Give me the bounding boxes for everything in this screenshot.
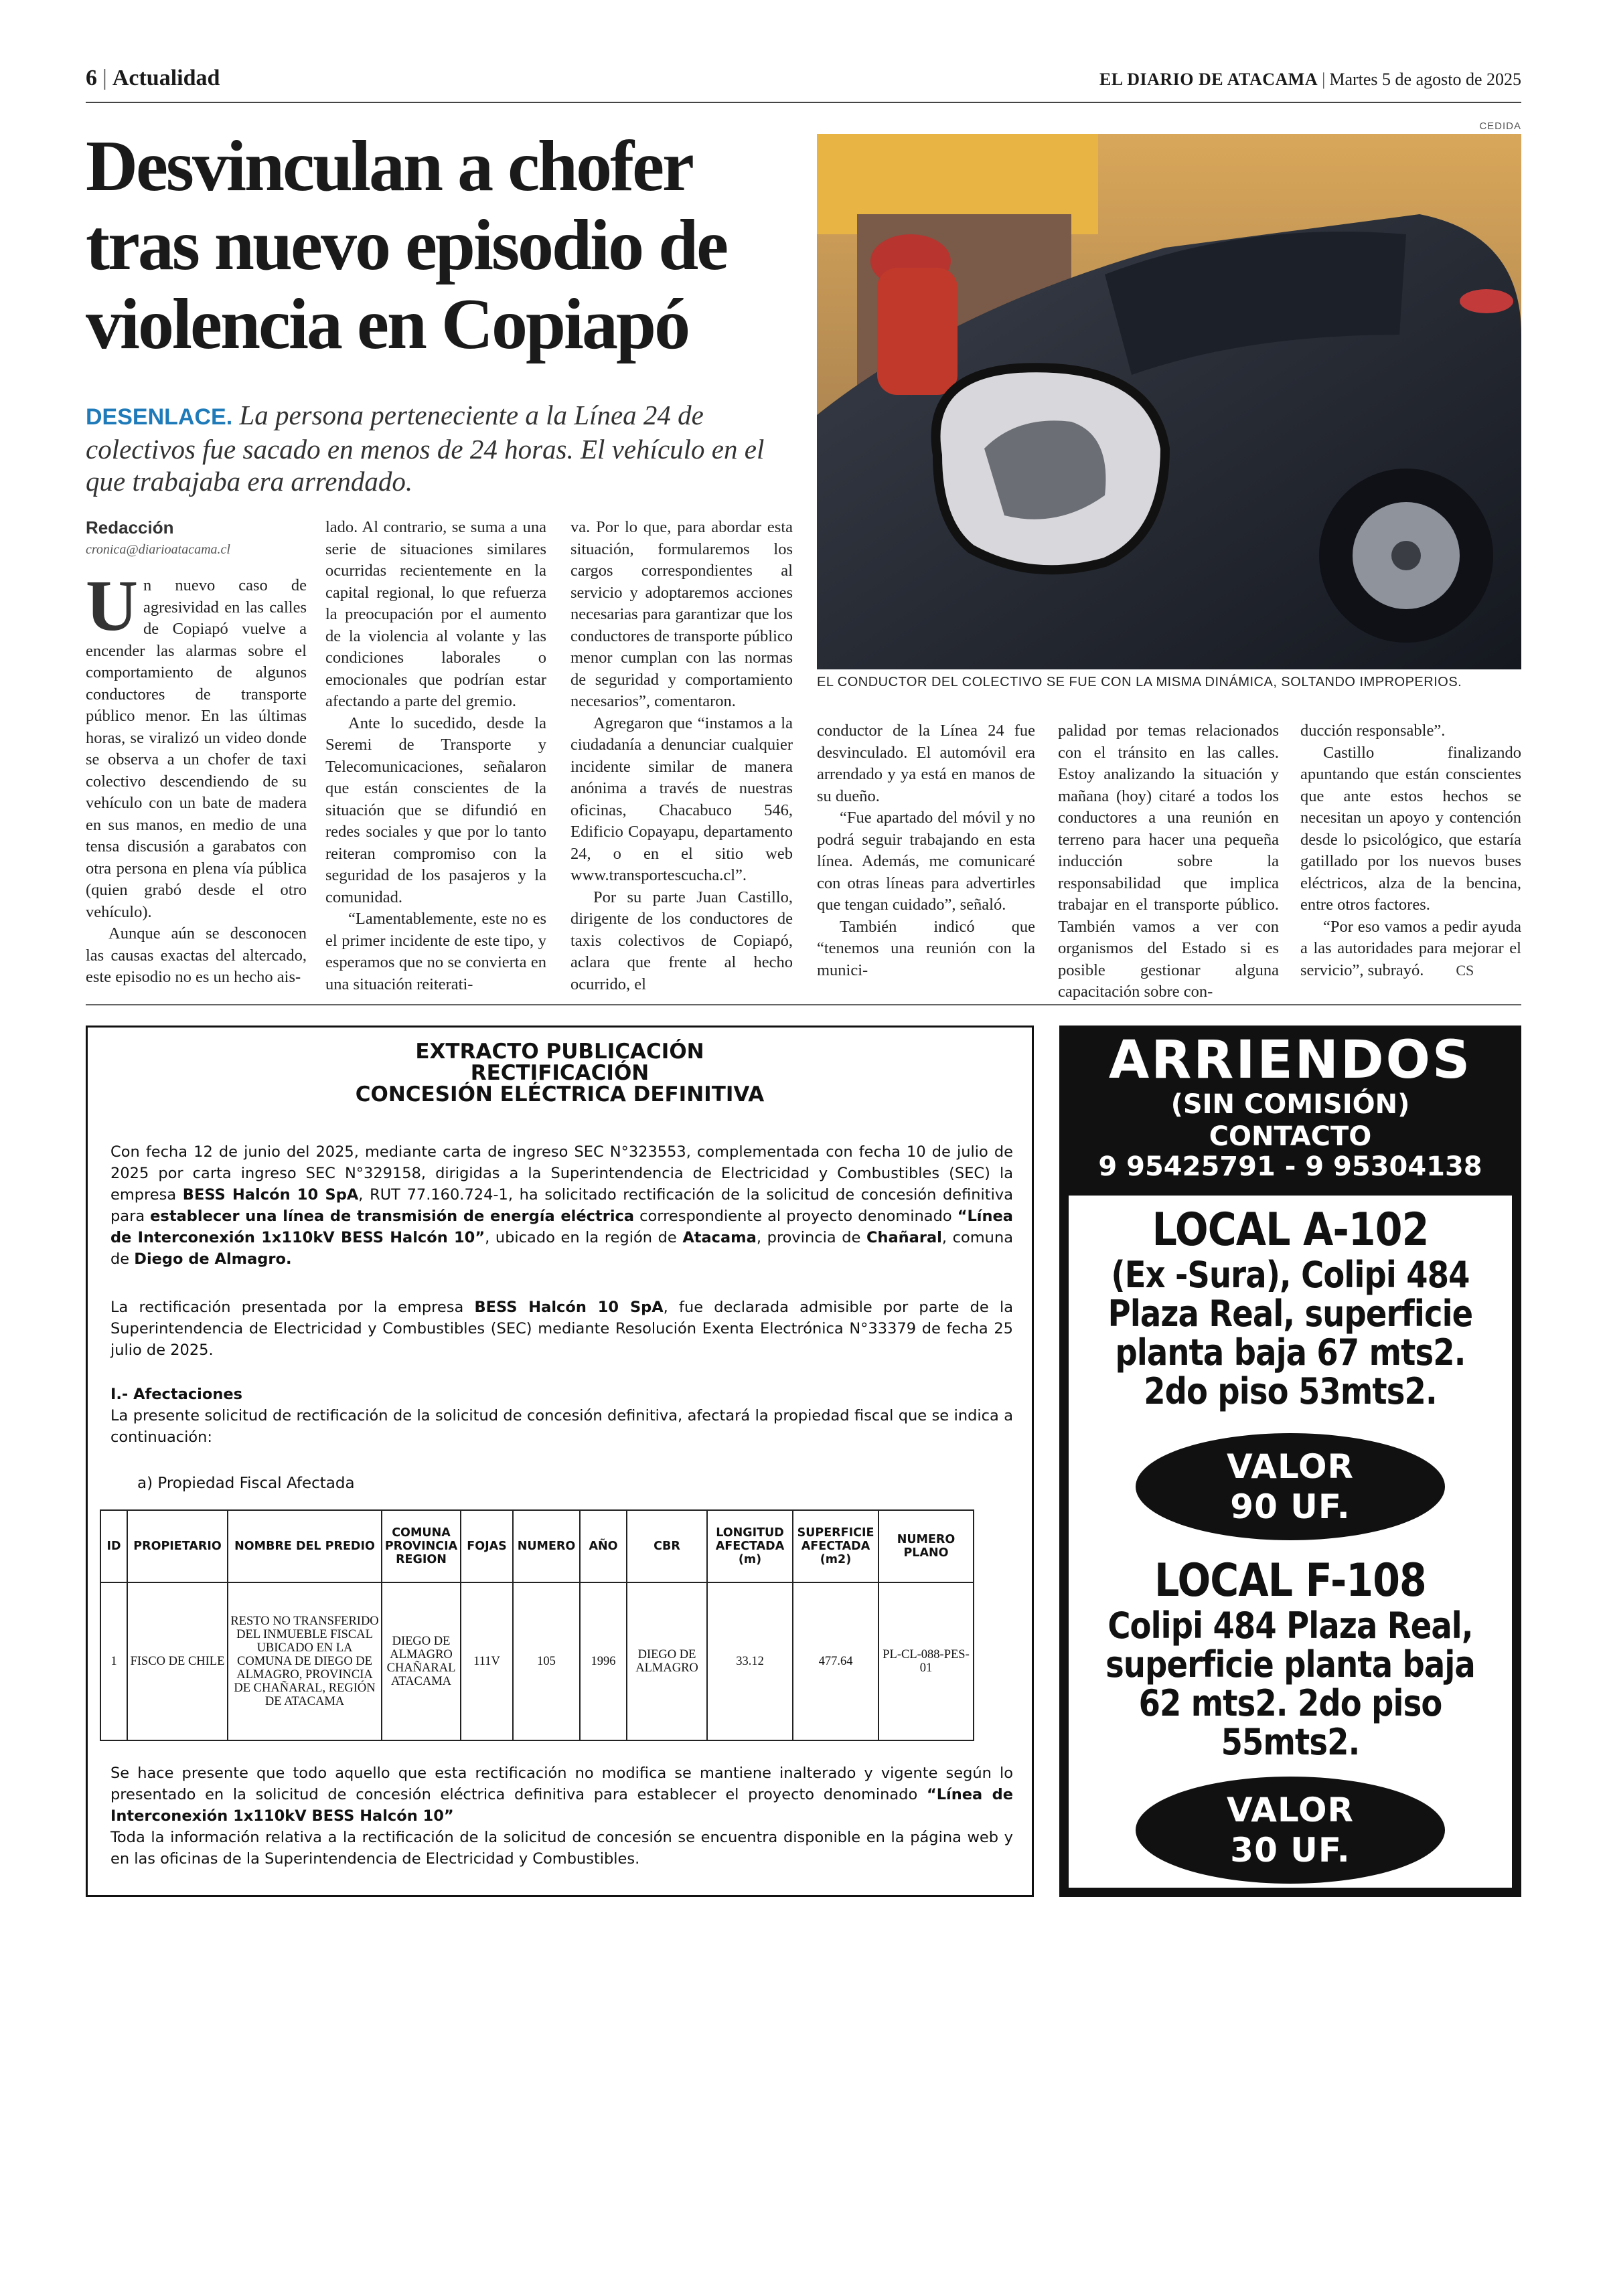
paragraph: “Fue apartado del móvil y no podrá seguir trabajando en esta línea. Además, me comunicaré con otras líneas para advertirles que tengan cuidado”, señaló. bbox=[817, 809, 1035, 914]
local1-title: LOCAL A-102 bbox=[1152, 1204, 1429, 1256]
local2-line: superficie planta baja bbox=[1105, 1643, 1475, 1686]
text: Con fecha 12 de junio del 2025, mediante carta de ingreso SEC N°323553, complementada con fecha 10 de julio de 2025 por carta ingreso SEC N°329158, dirigidas a la Superintendencia de Electricidad y Combustibles (SEC) la empresa bbox=[110, 1143, 1013, 1204]
local2-title: LOCAL F-108 bbox=[1154, 1554, 1426, 1607]
article-subheadline bbox=[86, 399, 809, 497]
column-header: NOMBRE DEL PREDIO bbox=[228, 1510, 382, 1582]
paragraph: va. Por lo que, para abordar esta situación, formularemos los cargos correspondientes al servicio y adoptaremos acciones necesarias para garantizar que los conductores de transporte público menor cumplan con las normas de seguridad y comportamiento necesarios”, comentaron. bbox=[570, 518, 793, 710]
page-folio: 6 | Actualidad bbox=[86, 66, 220, 90]
legal-paragraph-2 bbox=[110, 1297, 1013, 1361]
article-photo bbox=[817, 134, 1521, 669]
fiscal-property-table-wrap bbox=[100, 1509, 974, 1741]
photo-illustration bbox=[817, 134, 1521, 669]
company-name: BESS Halcón 10 SpA bbox=[182, 1186, 359, 1204]
end-mark: CS bbox=[1456, 961, 1474, 979]
table-row bbox=[100, 1582, 974, 1740]
province: Chañaral bbox=[866, 1229, 942, 1246]
paragraph: ducción responsable”. bbox=[1300, 722, 1446, 740]
dropcap: U bbox=[86, 566, 138, 646]
byline: Redacción bbox=[86, 517, 174, 538]
legal-section-title: I.- Afectaciones bbox=[110, 1386, 243, 1403]
article-column-2 bbox=[325, 517, 546, 995]
legal-title-3: CONCESIÓN ELÉCTRICA DEFINITIVA bbox=[355, 1082, 765, 1106]
paragraph bbox=[1300, 916, 1521, 982]
purpose: establecer una línea de transmisión de energía eléctrica bbox=[150, 1208, 635, 1225]
table-cell: FISCO DE CHILE bbox=[127, 1582, 228, 1740]
table-cell: 105 bbox=[513, 1582, 580, 1740]
table-cell: DIEGO DE ALMAGRO bbox=[627, 1582, 707, 1740]
table-cell: 33.12 bbox=[707, 1582, 793, 1740]
article-column-6 bbox=[1300, 720, 1521, 981]
article-column-1 bbox=[86, 517, 307, 989]
article-column-3 bbox=[570, 517, 793, 995]
text: Se hace presente que todo aquello que esta rectificación no modifica se mantiene inalterado y vigente según lo presentado en la solicitud de concesión eléctrica definitiva para establecer el proyecto denominado bbox=[110, 1765, 1013, 1803]
article-column-5 bbox=[1058, 720, 1279, 1003]
section-name: Actualidad bbox=[112, 66, 220, 90]
column-header: ID bbox=[100, 1510, 127, 1582]
paragraph: conductor de la Línea 24 fue desvinculado. El automóvil era arrendado y ya está en manos de su dueño. bbox=[817, 722, 1035, 805]
photo-credit: CEDIDA bbox=[1479, 120, 1521, 132]
project-name: “Línea de Interconexión 1x110kV BESS Halcón 10” bbox=[110, 1208, 1013, 1246]
column-header: LONGITUD AFECTADA (m) bbox=[707, 1510, 793, 1582]
ad-phones: 9 95425791 - 9 95304138 bbox=[1098, 1151, 1482, 1182]
column-header: NUMERO PLANO bbox=[878, 1510, 974, 1582]
local2-line: 55mts2. bbox=[1221, 1721, 1360, 1763]
article-column-4 bbox=[817, 720, 1035, 981]
photo-caption: EL CONDUCTOR DEL COLECTIVO SE FUE CON LA MISMA DINÁMICA, SOLTANDO IMPROPERIOS. bbox=[817, 675, 1462, 689]
paragraph bbox=[86, 566, 307, 923]
column-header: PROPIETARIO bbox=[127, 1510, 228, 1582]
paragraph: lado. Al contrario, se suma a una serie de situaciones similares ocurridas recientemente en la capital regional, lo que refuerza la preocupación por el aumento de la violencia al volante y las condiciones laborales o emocionales que podrían estar afectando a parte del gremio. bbox=[325, 518, 546, 710]
local1-line: Plaza Real, superficie bbox=[1107, 1293, 1473, 1335]
table-cell: 1 bbox=[100, 1582, 127, 1740]
paragraph: Ante lo sucedido, desde la Seremi de Transporte y Telecomunicaciones, señalaron que están conscientes de la situación que se difundió en redes sociales y que por lo tanto reiteran compromiso con la seguridad de los pasajeros y la comunidad. bbox=[325, 714, 546, 906]
paragraph: Agregaron que “instamos a la ciudadanía a denunciar cualquier incidente similar de manera anónima a través de nuestras oficinas, Chacabuco 546, Edificio Copayapu, departamento 24, o en el sitio web www.transportescucha.cl”. bbox=[570, 714, 793, 884]
table-title: a) Propiedad Fiscal Afectada bbox=[137, 1475, 355, 1492]
table-cell: RESTO NO TRANSFERIDO DEL INMUEBLE FISCAL UBICADO EN LA COMUNA DE DIEGO DE ALMAGRO, PROVINCIA DE CHAÑARAL, REGIÓN DE ATACAMA bbox=[228, 1582, 382, 1740]
column-header: NUMERO bbox=[513, 1510, 580, 1582]
paragraph-text: n nuevo caso de agresividad en las calles de Copiapó vuelve a encender las alarmas sobre el comportamiento de algunos conductores de transporte público menor. En las últimas horas, se viralizó un video donde se observa a un chofer de taxi colectivo descendiendo de su vehículo con un bate de madera en sus manos, en medio de una tensa discusión a garabatos con otra persona en plena vía pública (quien grabó desde el otro vehículo). bbox=[86, 576, 307, 921]
page-header bbox=[86, 62, 1521, 103]
legal-notice bbox=[86, 1026, 1034, 1897]
publication-name: EL DIARIO DE ATACAMA bbox=[1099, 70, 1318, 89]
table-header-row bbox=[100, 1510, 974, 1582]
paragraph: Aunque aún se desconocen las causas exactas del altercado, este episodio no es un hecho ais- bbox=[86, 924, 307, 986]
column-header: CBR bbox=[627, 1510, 707, 1582]
text: , RUT 77.160.724-1, ha solicitado rectificación de la solicitud de concesión definitiva para bbox=[110, 1186, 1013, 1225]
legal-title-2: RECTIFICACIÓN bbox=[470, 1061, 649, 1085]
text: correspondiente al proyecto denominado bbox=[634, 1208, 958, 1225]
price-value: 90 UF. bbox=[1230, 1487, 1351, 1526]
table-cell: 111V bbox=[461, 1582, 513, 1740]
fiscal-property-table bbox=[100, 1509, 974, 1741]
section-divider bbox=[86, 1004, 1521, 1005]
local2-price-badge bbox=[1136, 1777, 1445, 1884]
page-number: 6 bbox=[86, 66, 97, 90]
rental-advertisement bbox=[1059, 1026, 1521, 1897]
ad-subtitle: (SIN COMISIÓN) bbox=[1170, 1089, 1410, 1120]
paragraph: Castillo finalizando apuntando que están conscientes que ante estos hechos se necesitan un apoyo y contención desde lo psicológico, que estaría gatillado por los nuevos buses eléctricos, alza de la bencina, entre otros factores. bbox=[1300, 743, 1521, 914]
column-header: FOJAS bbox=[461, 1510, 513, 1582]
text: La rectificación presentada por la empresa bbox=[110, 1299, 475, 1316]
text: , provincia de bbox=[756, 1229, 866, 1246]
table-cell: DIEGO DE ALMAGRO CHAÑARAL ATACAMA bbox=[382, 1582, 461, 1740]
paragraph: También indicó que “tenemos una reunión con la munici- bbox=[817, 917, 1035, 979]
publication-info: EL DIARIO DE ATACAMA | Martes 5 de agosto de 2025 bbox=[1099, 70, 1521, 89]
table-cell: PL-CL-088-PES-01 bbox=[878, 1582, 974, 1740]
legal-paragraph-1 bbox=[110, 1141, 1013, 1270]
column-header: SUPERFICIE AFECTADA (m2) bbox=[793, 1510, 878, 1582]
table-cell: 1996 bbox=[580, 1582, 627, 1740]
ad-listings bbox=[1069, 1196, 1512, 1888]
legal-paragraph-4: Toda la información relativa a la rectificación de la solicitud de concesión se encuentra disponible en la página web y en las oficinas de la Superintendencia de Electricidad y Combustibles. bbox=[110, 1829, 1013, 1868]
paragraph-text: “Por eso vamos a pedir ayuda a las autoridades para mejorar el servicio”, subrayó. bbox=[1300, 917, 1521, 979]
column-header: AÑO bbox=[580, 1510, 627, 1582]
kicker: DESENLACE. bbox=[86, 404, 233, 430]
legal-section-text: La presente solicitud de rectificación de la solicitud de concesión definitiva, afectará la propiedad fiscal que se indica a continuación: bbox=[110, 1407, 1013, 1446]
region: Atacama bbox=[682, 1229, 757, 1246]
company-name: BESS Halcón 10 SpA bbox=[474, 1299, 664, 1316]
ad-contact-label: CONTACTO bbox=[1209, 1121, 1372, 1152]
table-cell: 477.64 bbox=[793, 1582, 878, 1740]
paragraph: palidad por temas relacionados con el tránsito en las calles. Estoy analizando la situación y mañana (hoy) citaré a todos los conductores a una reunión en terreno para hacer una pequeña inducción sobre la responsabilidad que implica trabajar en el transporte público. También vamos a ver con organismos del Estado si es posible gestionar alguna capacitación sobre con- bbox=[1058, 722, 1279, 1001]
local1-price-badge bbox=[1136, 1433, 1445, 1540]
commune: Diego de Almagro. bbox=[134, 1250, 292, 1268]
subheadline-text: La persona perteneciente a la Línea 24 de colectivos fue sacado en menos de 24 horas. El vehículo en el que trabajaba era arrendado. bbox=[86, 400, 765, 497]
text: , comuna de bbox=[110, 1229, 1013, 1268]
local1-line: 2do piso 53mts2. bbox=[1144, 1370, 1437, 1412]
price-label: VALOR bbox=[1226, 1447, 1355, 1486]
local2-line: Colipi 484 Plaza Real, bbox=[1107, 1605, 1473, 1647]
local1-line: (Ex -Sura), Colipi 484 bbox=[1111, 1254, 1470, 1296]
author-email: cronica@diarioatacama.cl bbox=[86, 542, 230, 557]
price-label: VALOR bbox=[1226, 1791, 1355, 1829]
text: , fue declarada admisible por parte de la Superintendencia de Electricidad y Combustibles (SEC) mediante Resolución Exenta Electrónica N°33379 de fecha 25 julio de 2025. bbox=[110, 1299, 1014, 1359]
price-value: 30 UF. bbox=[1230, 1831, 1351, 1870]
paragraph: “Lamentablemente, este no es el primer incidente de este tipo, y esperamos que no se convierta en una situación reiterati- bbox=[325, 910, 546, 993]
local2-line: 62 mts2. 2do piso bbox=[1138, 1682, 1442, 1724]
local1-line: planta baja 67 mts2. bbox=[1115, 1331, 1466, 1374]
legal-title-1: EXTRACTO PUBLICACIÓN bbox=[415, 1040, 704, 1064]
legal-paragraph-3 bbox=[110, 1762, 1013, 1827]
column-header: COMUNA PROVINCIA REGION bbox=[382, 1510, 461, 1582]
text: , ubicado en la región de bbox=[485, 1229, 683, 1246]
ad-title: ARRIENDOS bbox=[1108, 1030, 1472, 1090]
project-name: “Línea de Interconexión 1x110kV BESS Halcón 10” bbox=[110, 1786, 1014, 1825]
publication-date: Martes 5 de agosto de 2025 bbox=[1329, 70, 1521, 89]
article-headline: Desvinculan a chofer tras nuevo episodio de violencia en Copiapó bbox=[86, 127, 727, 364]
paragraph: Por su parte Juan Castillo, dirigente de los conductores de taxis colectivos de Copiapó, aclara que frente al hecho ocurrido, el bbox=[570, 888, 793, 993]
